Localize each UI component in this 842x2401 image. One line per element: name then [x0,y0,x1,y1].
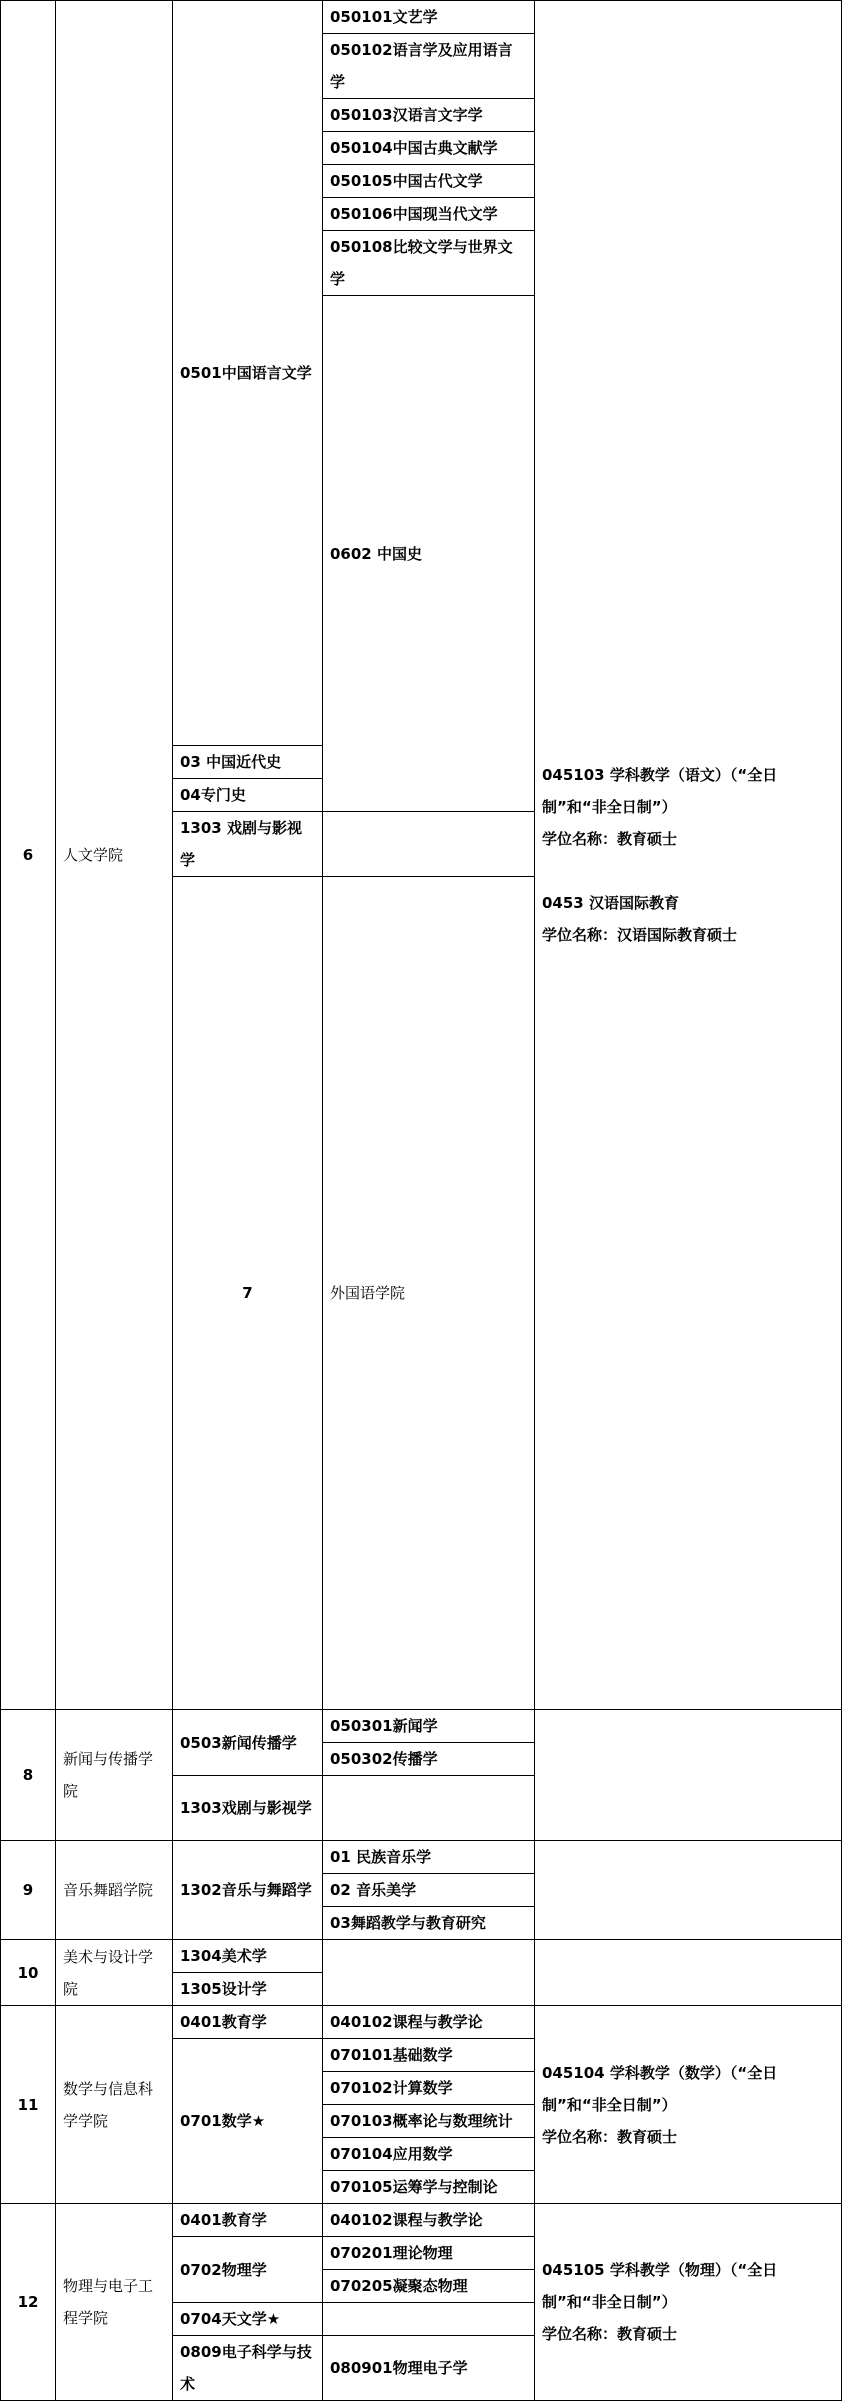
specialty-cell: 050106中国现当代文学 [323,198,535,231]
discipline-cell: 0401教育学 [173,2006,323,2039]
specialty-cell: 050301新闻学 [323,1710,535,1743]
specialty-cell: 03舞蹈教学与教育研究 [323,1907,535,1940]
specialty-cell: 070104应用数学 [323,2138,535,2171]
degree-name-text: 学位名称：教育硕士 [542,830,678,848]
degree-name-text: 学位名称：教育硕士 [542,2127,678,2146]
discipline-cell: 1305设计学 [173,1973,323,2006]
specialty-cell: 070105运筹学与控制论 [323,2171,535,2204]
specialty-cell: 040102课程与教学论 [323,2006,535,2039]
college-name: 美术与设计学院 [56,1940,173,2006]
specialty-cell: 040102课程与教学论 [323,2204,535,2237]
specialty-cell: 050302传播学 [323,1743,535,1776]
discipline-cell: 0809电子科学与技术 [173,2336,323,2401]
professional-degree-text: 045104 学科教学（数学）（“全日制”和“非全日制”） [542,2063,778,2114]
row-number: 11 [1,2006,56,2204]
professional-degree-cell [535,2006,842,2204]
professional-degree-cell [535,1,842,1710]
college-name: 人文学院 [56,1,173,1710]
discipline-cell: 0701数学★ [173,2039,323,2204]
discipline-cell: 1303 戏剧与影视学 [173,812,323,877]
discipline-cell: 0503新闻传播学 [173,1710,323,1776]
specialty-cell: 050101文艺学 [323,1,535,34]
row-number: 7 [173,877,323,1710]
college-name: 数学与信息科学学院 [56,2006,173,2204]
professional-degree-text: 045105 学科教学（物理）（“全日制”和“非全日制”） [542,2261,778,2311]
specialty-cell: 080901物理电子学 [323,2336,535,2401]
empty-cell [323,1940,535,2006]
specialty-cell: 02 音乐美学 [323,1874,535,1907]
specialty-cell: 050105中国古代文学 [323,165,535,198]
specialty-cell: 070102计算数学 [323,2072,535,2105]
specialty-cell: 050103汉语言文字学 [323,99,535,132]
specialty-cell: 050102语言学及应用语言学 [323,34,535,99]
degree-name-text: 学位名称：教育硕士 [542,2325,678,2343]
college-name: 音乐舞蹈学院 [56,1841,173,1940]
row-number: 12 [1,2204,56,2401]
row-number: 9 [1,1841,56,1940]
specialty-cell: 050104中国古典文献学 [323,132,535,165]
specialty-cell: 070103概率论与数理统计 [323,2105,535,2138]
spacer [542,855,834,887]
professional-degree-cell [535,2204,842,2401]
discipline-cell: 0501中国语言文学 [173,1,323,746]
discipline-cell: 1304美术学 [173,1940,323,1973]
discipline-cell: 0702物理学 [173,2237,323,2303]
empty-cell [535,1710,842,1841]
specialty-cell: 050108比较文学与世界文学 [323,231,535,296]
degree-name-text: 学位名称：汉语国际教育硕士 [542,926,738,944]
specialty-cell: 070201理论物理 [323,2237,535,2270]
professional-degree-text: 0453 汉语国际教育 [542,894,679,912]
empty-cell [323,812,535,877]
specialty-cell: 01 民族音乐学 [323,1841,535,1874]
row-number: 10 [1,1940,56,2006]
college-name: 物理与电子工程学院 [56,2204,173,2401]
empty-cell [535,1841,842,1940]
discipline-cell: 0704天文学★ [173,2303,323,2336]
specialty-cell: 03 中国近代史 [173,746,323,779]
college-name: 新闻与传播学院 [56,1710,173,1841]
empty-cell [323,2303,535,2336]
discipline-cell: 1303戏剧与影视学 [173,1776,323,1841]
empty-cell [323,1776,535,1841]
empty-cell [535,1940,842,2006]
professional-degree-text: 045103 学科教学（语文）（“全日制”和“非全日制”） [542,766,778,816]
specialty-cell: 070205凝聚态物理 [323,2270,535,2303]
row-number: 8 [1,1710,56,1841]
discipline-cell: 1302音乐与舞蹈学 [173,1841,323,1940]
college-name: 外国语学院 [323,877,535,1710]
discipline-cell: 0401教育学 [173,2204,323,2237]
specialty-cell: 04专门史 [173,779,323,812]
row-number: 6 [1,1,56,1710]
specialty-cell: 070101基础数学 [323,2039,535,2072]
discipline-cell: 0602 中国史 [323,296,535,812]
